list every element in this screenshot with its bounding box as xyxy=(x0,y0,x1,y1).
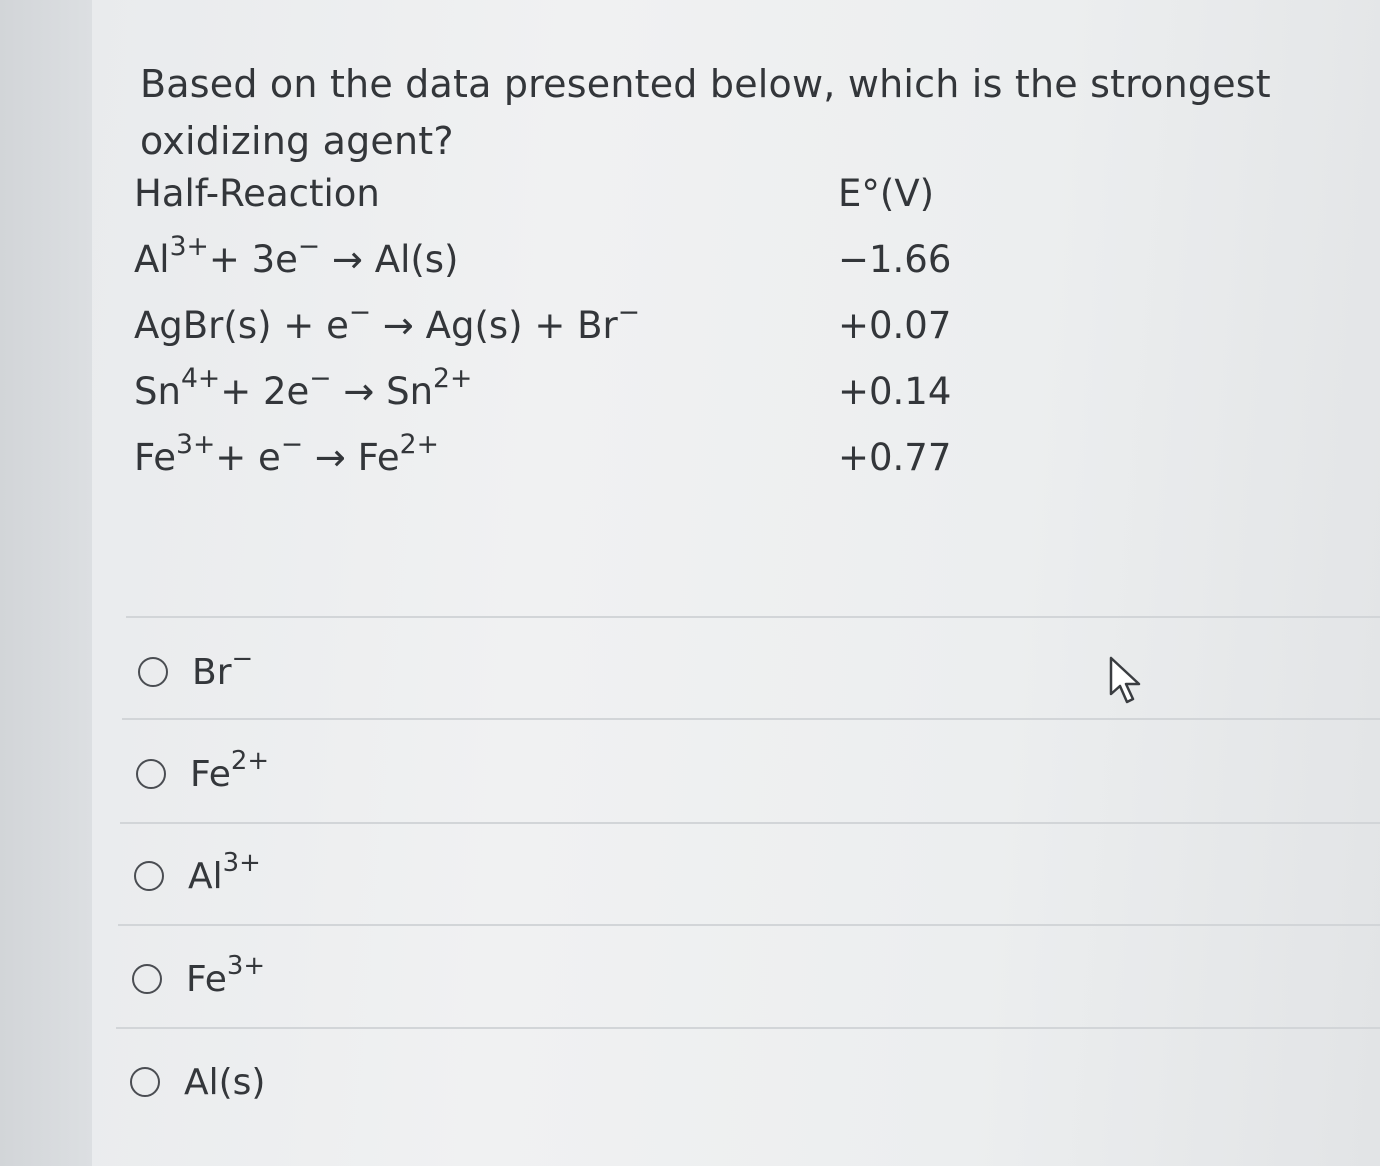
question-text: Based on the data presented below, which is the strongest oxidizing agent? xyxy=(140,62,1271,163)
potential-fe: +0.77 xyxy=(838,436,952,479)
option-label: $Fe^{3+}$ xyxy=(186,951,266,1000)
option-label: $Al^{3+}$ xyxy=(188,848,261,897)
potential-sn: +0.14 xyxy=(838,370,952,413)
radio-button-icon[interactable] xyxy=(134,861,164,891)
option-br-minus[interactable] xyxy=(138,642,253,702)
half-reaction-agbr: AgBr(s) + e− → Ag(s) + Br− xyxy=(134,297,641,347)
separator xyxy=(126,616,1380,618)
option-label: Al(s) xyxy=(184,1061,266,1103)
option-al3-plus[interactable] xyxy=(134,846,261,906)
radio-button-icon[interactable] xyxy=(136,759,166,789)
half-reaction-al: $Al^{3+}+ 3e^- \to Al(s)$ xyxy=(134,231,459,281)
left-rail xyxy=(0,0,93,1166)
mouse-pointer-icon xyxy=(1107,656,1147,708)
half-reaction-fe: $Fe^{3+}+ e^- \to Fe^{2+}$ xyxy=(134,429,439,479)
table-header-reaction: Half-Reaction xyxy=(134,172,380,215)
half-reaction-sn: $Sn^{4+}+ 2e^- \to Sn^{2+}$ xyxy=(134,363,473,413)
separator xyxy=(120,822,1380,824)
separator xyxy=(118,924,1380,926)
potential-al: −1.66 xyxy=(838,238,952,281)
option-label: Br− xyxy=(192,644,254,693)
radio-button-icon[interactable] xyxy=(138,657,168,687)
option-al-solid[interactable] xyxy=(130,1052,265,1112)
separator xyxy=(116,1027,1380,1029)
radio-button-icon[interactable] xyxy=(132,964,162,994)
separator xyxy=(122,718,1380,720)
option-fe2-plus[interactable] xyxy=(136,744,269,804)
potential-agbr: +0.07 xyxy=(838,304,952,347)
radio-button-icon[interactable] xyxy=(130,1067,160,1097)
table-header-value: E°(V) xyxy=(838,172,935,215)
option-fe3-plus[interactable] xyxy=(132,949,265,1009)
option-label: $Fe^{2+}$ xyxy=(190,746,270,795)
